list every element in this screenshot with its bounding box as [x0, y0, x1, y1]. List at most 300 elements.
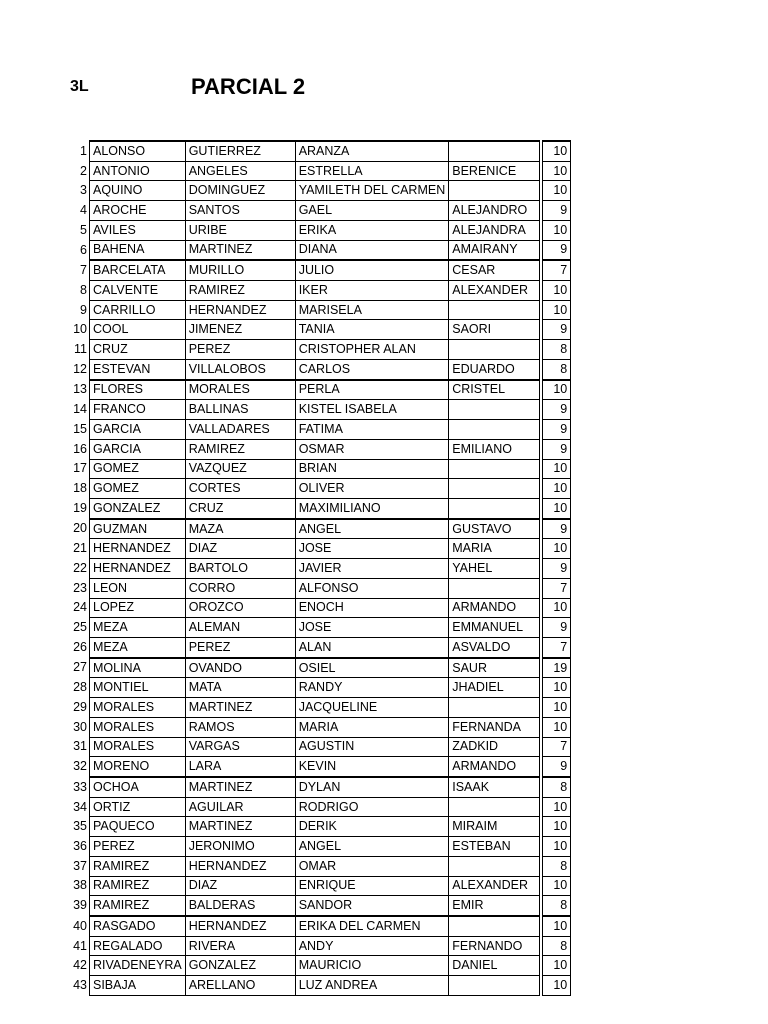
grade-cell: 9 — [543, 240, 571, 260]
first-name-cell: KISTEL ISABELA — [295, 400, 449, 420]
row-number: 43 — [73, 978, 87, 993]
second-surname-cell: ANGELES — [185, 161, 295, 181]
second-name-cell: ALEXANDER — [449, 281, 540, 301]
second-name-cell: ISAAK — [449, 777, 540, 797]
grade-cell: 8 — [543, 359, 571, 379]
first-surname-cell: ESTEVAN — [90, 359, 186, 379]
table-row — [70, 479, 571, 499]
second-surname-cell: LARA — [185, 757, 295, 777]
table-row — [70, 519, 571, 539]
table-row — [70, 281, 571, 301]
second-name-cell — [449, 976, 540, 996]
first-name-cell: GAEL — [295, 201, 449, 221]
grade-cell: 10 — [543, 281, 571, 301]
second-surname-cell: MAZA — [185, 519, 295, 539]
first-surname-cell: SIBAJA — [90, 976, 186, 996]
table-row — [70, 896, 571, 916]
row-number: 31 — [73, 739, 87, 754]
first-name-cell: CARLOS — [295, 359, 449, 379]
second-surname-cell: CRUZ — [185, 498, 295, 518]
second-surname-cell: BARTOLO — [185, 559, 295, 579]
table-row — [70, 161, 571, 181]
second-surname-cell: DIAZ — [185, 876, 295, 896]
first-surname-cell: REGALADO — [90, 936, 186, 956]
grade-cell: 10 — [543, 837, 571, 857]
row-number: 21 — [73, 541, 87, 556]
grade-cell: 10 — [543, 817, 571, 837]
first-name-cell: ESTRELLA — [295, 161, 449, 181]
row-number: 41 — [73, 938, 87, 953]
second-name-cell: ALEJANDRA — [449, 220, 540, 240]
row-number: 42 — [73, 958, 87, 973]
second-surname-cell: BALDERAS — [185, 896, 295, 916]
row-number: 36 — [73, 839, 87, 854]
first-name-cell: SANDOR — [295, 896, 449, 916]
second-name-cell: FERNANDA — [449, 717, 540, 737]
row-number: 39 — [73, 898, 87, 913]
grade-cell: 9 — [543, 320, 571, 340]
row-number: 28 — [73, 680, 87, 695]
first-surname-cell: RASGADO — [90, 916, 186, 936]
first-name-cell: FATIMA — [295, 420, 449, 440]
first-surname-cell: LOPEZ — [90, 598, 186, 618]
second-name-cell: ZADKID — [449, 737, 540, 757]
first-surname-cell: ANTONIO — [90, 161, 186, 181]
grade-cell: 9 — [543, 439, 571, 459]
first-surname-cell: AVILES — [90, 220, 186, 240]
first-name-cell: DERIK — [295, 817, 449, 837]
first-surname-cell: BAHENA — [90, 240, 186, 260]
row-number: 5 — [80, 222, 87, 237]
grade-cell: 10 — [543, 498, 571, 518]
table-row — [70, 181, 571, 201]
second-name-cell — [449, 300, 540, 320]
table-row — [70, 956, 571, 976]
grade-cell: 10 — [543, 598, 571, 618]
table-row — [70, 618, 571, 638]
grade-cell: 8 — [543, 777, 571, 797]
second-surname-cell: HERNANDEZ — [185, 916, 295, 936]
second-name-cell — [449, 400, 540, 420]
second-name-cell — [449, 698, 540, 718]
grade-cell: 9 — [543, 201, 571, 221]
second-name-cell: EMIR — [449, 896, 540, 916]
second-surname-cell: RAMIREZ — [185, 281, 295, 301]
table-row — [70, 797, 571, 817]
second-surname-cell: DOMINGUEZ — [185, 181, 295, 201]
row-number: 22 — [73, 560, 87, 575]
second-surname-cell: RAMIREZ — [185, 439, 295, 459]
grade-cell: 19 — [543, 658, 571, 678]
first-surname-cell: HERNANDEZ — [90, 559, 186, 579]
row-number: 19 — [73, 501, 87, 516]
grade-cell: 7 — [543, 260, 571, 280]
row-number: 16 — [73, 441, 87, 456]
grade-cell: 9 — [543, 559, 571, 579]
row-number: 6 — [80, 242, 87, 257]
row-number: 7 — [80, 262, 87, 277]
page-title: PARCIAL 2 — [191, 74, 306, 99]
first-name-cell: KEVIN — [295, 757, 449, 777]
first-name-cell: MAURICIO — [295, 956, 449, 976]
first-surname-cell: COOL — [90, 320, 186, 340]
grade-cell: 10 — [543, 797, 571, 817]
table-row — [70, 817, 571, 837]
first-name-cell: OLIVER — [295, 479, 449, 499]
second-name-cell: CRISTEL — [449, 380, 540, 400]
row-number: 34 — [73, 799, 87, 814]
first-surname-cell: RAMIREZ — [90, 896, 186, 916]
row-number: 40 — [73, 918, 87, 933]
row-number: 9 — [80, 302, 87, 317]
grade-cell: 10 — [543, 976, 571, 996]
second-surname-cell: JIMENEZ — [185, 320, 295, 340]
first-name-cell: YAMILETH DEL CARMEN — [295, 181, 449, 201]
first-surname-cell: RIVADENEYRA — [90, 956, 186, 976]
second-surname-cell: AGUILAR — [185, 797, 295, 817]
table-row — [70, 698, 571, 718]
first-surname-cell: RAMIREZ — [90, 876, 186, 896]
first-surname-cell: MORALES — [90, 737, 186, 757]
table-row — [70, 260, 571, 280]
first-surname-cell: BARCELATA — [90, 260, 186, 280]
table-row — [70, 459, 571, 479]
table-row — [70, 876, 571, 896]
first-name-cell: DIANA — [295, 240, 449, 260]
first-surname-cell: GARCIA — [90, 420, 186, 440]
row-number: 1 — [80, 143, 87, 158]
second-surname-cell: RIVERA — [185, 936, 295, 956]
first-name-cell: ANDY — [295, 936, 449, 956]
grade-cell: 10 — [543, 678, 571, 698]
table-row — [70, 498, 571, 518]
row-number: 17 — [73, 461, 87, 476]
second-name-cell — [449, 916, 540, 936]
table-row — [70, 837, 571, 857]
row-number: 10 — [73, 322, 87, 337]
first-surname-cell: GOMEZ — [90, 479, 186, 499]
row-number: 18 — [73, 481, 87, 496]
row-number: 27 — [73, 660, 87, 675]
row-number: 38 — [73, 878, 87, 893]
grade-cell: 10 — [543, 220, 571, 240]
table-row — [70, 300, 571, 320]
second-surname-cell: ARELLANO — [185, 976, 295, 996]
second-surname-cell: DIAZ — [185, 539, 295, 559]
second-surname-cell: VALLADARES — [185, 420, 295, 440]
table-row — [70, 420, 571, 440]
first-surname-cell: MORALES — [90, 717, 186, 737]
first-surname-cell: GONZALEZ — [90, 498, 186, 518]
first-surname-cell: MORALES — [90, 698, 186, 718]
second-name-cell — [449, 479, 540, 499]
grade-cell: 10 — [543, 956, 571, 976]
first-surname-cell: GUZMAN — [90, 519, 186, 539]
second-name-cell — [449, 459, 540, 479]
first-name-cell: JULIO — [295, 260, 449, 280]
second-surname-cell: VARGAS — [185, 737, 295, 757]
grades-table — [70, 140, 571, 996]
table-row — [70, 678, 571, 698]
first-name-cell: OMAR — [295, 856, 449, 876]
second-name-cell: AMAIRANY — [449, 240, 540, 260]
table-row — [70, 598, 571, 618]
second-name-cell: JHADIEL — [449, 678, 540, 698]
second-name-cell: CESAR — [449, 260, 540, 280]
grade-cell: 9 — [543, 420, 571, 440]
grade-cell: 9 — [543, 519, 571, 539]
second-name-cell — [449, 578, 540, 598]
table-row — [70, 340, 571, 360]
second-surname-cell: HERNANDEZ — [185, 856, 295, 876]
second-surname-cell: MORALES — [185, 380, 295, 400]
first-surname-cell: FLORES — [90, 380, 186, 400]
second-surname-cell: PEREZ — [185, 637, 295, 657]
grade-cell: 8 — [543, 340, 571, 360]
grade-cell: 10 — [543, 539, 571, 559]
first-surname-cell: GARCIA — [90, 439, 186, 459]
row-number: 12 — [73, 362, 87, 377]
second-name-cell — [449, 797, 540, 817]
first-name-cell: RANDY — [295, 678, 449, 698]
first-surname-cell: AQUINO — [90, 181, 186, 201]
grade-cell: 7 — [543, 578, 571, 598]
table-row — [70, 777, 571, 797]
second-name-cell: SAUR — [449, 658, 540, 678]
first-surname-cell: MEZA — [90, 618, 186, 638]
table-row — [70, 916, 571, 936]
first-name-cell: OSIEL — [295, 658, 449, 678]
grade-cell: 10 — [543, 698, 571, 718]
row-number: 2 — [80, 163, 87, 178]
grade-cell: 10 — [543, 459, 571, 479]
first-surname-cell: RAMIREZ — [90, 856, 186, 876]
second-surname-cell: GUTIERREZ — [185, 141, 295, 161]
second-name-cell — [449, 141, 540, 161]
first-name-cell: OSMAR — [295, 439, 449, 459]
grade-cell: 10 — [543, 161, 571, 181]
second-name-cell: DANIEL — [449, 956, 540, 976]
row-number: 32 — [73, 759, 87, 774]
first-name-cell: JOSE — [295, 618, 449, 638]
second-name-cell: FERNANDO — [449, 936, 540, 956]
second-name-cell: ARMANDO — [449, 598, 540, 618]
grades-table-body — [70, 141, 571, 995]
row-number: 23 — [73, 580, 87, 595]
first-name-cell: ANGEL — [295, 837, 449, 857]
second-name-cell — [449, 498, 540, 518]
second-surname-cell: MARTINEZ — [185, 777, 295, 797]
table-row — [70, 936, 571, 956]
second-name-cell — [449, 340, 540, 360]
second-surname-cell: PEREZ — [185, 340, 295, 360]
row-number: 20 — [73, 521, 87, 536]
first-name-cell: MARISELA — [295, 300, 449, 320]
row-number: 33 — [73, 779, 87, 794]
second-name-cell: EDUARDO — [449, 359, 540, 379]
first-surname-cell: PEREZ — [90, 837, 186, 857]
first-name-cell: AGUSTIN — [295, 737, 449, 757]
second-name-cell — [449, 181, 540, 201]
first-name-cell: ALAN — [295, 637, 449, 657]
first-surname-cell: AROCHE — [90, 201, 186, 221]
second-surname-cell: MARTINEZ — [185, 240, 295, 260]
row-number: 13 — [73, 382, 87, 397]
grade-cell: 9 — [543, 757, 571, 777]
grade-cell: 7 — [543, 737, 571, 757]
table-row — [70, 359, 571, 379]
first-surname-cell: OCHOA — [90, 777, 186, 797]
grade-cell: 9 — [543, 400, 571, 420]
second-name-cell: YAHEL — [449, 559, 540, 579]
second-surname-cell: MARTINEZ — [185, 817, 295, 837]
second-surname-cell: CORRO — [185, 578, 295, 598]
first-name-cell: IKER — [295, 281, 449, 301]
row-number: 37 — [73, 858, 87, 873]
second-surname-cell: BALLINAS — [185, 400, 295, 420]
second-surname-cell: ALEMAN — [185, 618, 295, 638]
second-name-cell: ALEXANDER — [449, 876, 540, 896]
first-name-cell: ARANZA — [295, 141, 449, 161]
second-surname-cell: HERNANDEZ — [185, 300, 295, 320]
second-surname-cell: GONZALEZ — [185, 956, 295, 976]
row-number: 24 — [73, 600, 87, 615]
second-name-cell: BERENICE — [449, 161, 540, 181]
first-name-cell: MAXIMILIANO — [295, 498, 449, 518]
first-name-cell: ERIKA DEL CARMEN — [295, 916, 449, 936]
second-name-cell: MARIA — [449, 539, 540, 559]
first-surname-cell: ALONSO — [90, 141, 186, 161]
table-row — [70, 240, 571, 260]
first-surname-cell: CRUZ — [90, 340, 186, 360]
first-name-cell: ERIKA — [295, 220, 449, 240]
second-surname-cell: JERONIMO — [185, 837, 295, 857]
table-row — [70, 380, 571, 400]
first-surname-cell: ORTIZ — [90, 797, 186, 817]
table-row — [70, 737, 571, 757]
table-row — [70, 201, 571, 221]
grade-cell: 10 — [543, 380, 571, 400]
table-row — [70, 559, 571, 579]
row-number: 14 — [73, 402, 87, 417]
table-row — [70, 757, 571, 777]
second-name-cell — [449, 856, 540, 876]
second-surname-cell: CORTES — [185, 479, 295, 499]
second-surname-cell: VAZQUEZ — [185, 459, 295, 479]
row-number: 3 — [80, 183, 87, 198]
second-surname-cell: OROZCO — [185, 598, 295, 618]
table-row — [70, 400, 571, 420]
second-name-cell: SAORI — [449, 320, 540, 340]
first-name-cell: ENRIQUE — [295, 876, 449, 896]
second-name-cell: ALEJANDRO — [449, 201, 540, 221]
grade-cell: 10 — [543, 479, 571, 499]
first-name-cell: LUZ ANDREA — [295, 976, 449, 996]
first-name-cell: JOSE — [295, 539, 449, 559]
grade-cell: 10 — [543, 876, 571, 896]
second-surname-cell: MURILLO — [185, 260, 295, 280]
grade-cell: 10 — [543, 141, 571, 161]
first-name-cell: JACQUELINE — [295, 698, 449, 718]
table-row — [70, 637, 571, 657]
first-name-cell: MARIA — [295, 717, 449, 737]
grade-cell: 10 — [543, 181, 571, 201]
table-row — [70, 717, 571, 737]
grade-cell: 8 — [543, 936, 571, 956]
second-name-cell: EMILIANO — [449, 439, 540, 459]
second-name-cell: ARMANDO — [449, 757, 540, 777]
second-surname-cell: RAMOS — [185, 717, 295, 737]
first-surname-cell: PAQUECO — [90, 817, 186, 837]
grade-cell: 7 — [543, 637, 571, 657]
grade-cell: 10 — [543, 300, 571, 320]
second-name-cell: ASVALDO — [449, 637, 540, 657]
grade-cell: 9 — [543, 618, 571, 638]
first-name-cell: JAVIER — [295, 559, 449, 579]
row-number: 8 — [80, 282, 87, 297]
first-name-cell: ANGEL — [295, 519, 449, 539]
table-row — [70, 539, 571, 559]
first-name-cell: ENOCH — [295, 598, 449, 618]
first-surname-cell: MORENO — [90, 757, 186, 777]
second-surname-cell: OVANDO — [185, 658, 295, 678]
row-number: 25 — [73, 620, 87, 635]
table-row — [70, 220, 571, 240]
second-surname-cell: MATA — [185, 678, 295, 698]
second-surname-cell: MARTINEZ — [185, 698, 295, 718]
row-number: 30 — [73, 719, 87, 734]
second-name-cell — [449, 420, 540, 440]
table-row — [70, 320, 571, 340]
first-surname-cell: FRANCO — [90, 400, 186, 420]
first-name-cell: CRISTOPHER ALAN — [295, 340, 449, 360]
first-surname-cell: MONTIEL — [90, 678, 186, 698]
grade-cell: 10 — [543, 916, 571, 936]
first-surname-cell: CARRILLO — [90, 300, 186, 320]
grade-cell: 10 — [543, 717, 571, 737]
second-name-cell: EMMANUEL — [449, 618, 540, 638]
second-surname-cell: SANTOS — [185, 201, 295, 221]
first-surname-cell: HERNANDEZ — [90, 539, 186, 559]
grade-cell: 8 — [543, 896, 571, 916]
table-row — [70, 141, 571, 161]
row-number: 35 — [73, 819, 87, 834]
table-row — [70, 439, 571, 459]
second-name-cell: ESTEBAN — [449, 837, 540, 857]
first-name-cell: BRIAN — [295, 459, 449, 479]
row-number: 29 — [73, 699, 87, 714]
second-name-cell: MIRAIM — [449, 817, 540, 837]
table-row — [70, 976, 571, 996]
table-row — [70, 578, 571, 598]
first-name-cell: ALFONSO — [295, 578, 449, 598]
first-surname-cell: MOLINA — [90, 658, 186, 678]
grade-cell: 8 — [543, 856, 571, 876]
first-name-cell: TANIA — [295, 320, 449, 340]
row-number: 15 — [73, 421, 87, 436]
table-row — [70, 658, 571, 678]
first-name-cell: PERLA — [295, 380, 449, 400]
first-surname-cell: CALVENTE — [90, 281, 186, 301]
first-surname-cell: GOMEZ — [90, 459, 186, 479]
row-number: 4 — [80, 203, 87, 218]
first-name-cell: DYLAN — [295, 777, 449, 797]
first-surname-cell: LEON — [90, 578, 186, 598]
second-name-cell: GUSTAVO — [449, 519, 540, 539]
row-number: 26 — [73, 640, 87, 655]
second-surname-cell: URIBE — [185, 220, 295, 240]
second-surname-cell: VILLALOBOS — [185, 359, 295, 379]
